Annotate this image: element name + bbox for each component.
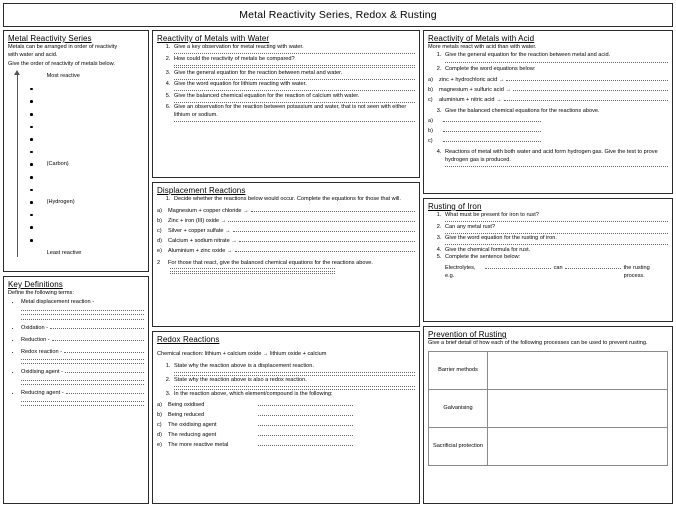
item-label: b) bbox=[428, 128, 433, 135]
panel-metal-reactivity-series bbox=[3, 30, 149, 272]
question-item bbox=[172, 196, 415, 204]
answer-line[interactable] bbox=[258, 439, 353, 446]
item-text: aluminium + nitric acid → bbox=[439, 96, 502, 103]
bullet-icon bbox=[30, 113, 33, 116]
reactivity-series-intro-line-1: Metals can be arranged in order of reactivity bbox=[8, 44, 118, 50]
item-text: magnesium + sulfuric acid → bbox=[439, 86, 511, 93]
answer-line[interactable] bbox=[174, 53, 415, 54]
redox-chemical-equation: Chemical reaction: lithium + calcium oxide → lithium oxide + calcium bbox=[157, 351, 327, 357]
question-text: State why the reaction above is also a redox reaction. bbox=[174, 377, 307, 384]
definition-term-row bbox=[21, 334, 144, 344]
item-label: a) bbox=[428, 76, 433, 83]
definition-item-reducing-agent bbox=[21, 387, 144, 406]
acid-intro: More metals react with acid than with water. bbox=[428, 44, 537, 50]
answer-line[interactable] bbox=[445, 233, 668, 234]
bullet-icon bbox=[30, 214, 33, 217]
equation-row bbox=[157, 205, 415, 215]
series-slot-label: (Hydrogen) bbox=[46, 199, 75, 206]
question-text: Complete the word equations below: bbox=[445, 66, 536, 72]
series-slot[interactable] bbox=[30, 133, 144, 146]
item-label: e) bbox=[157, 441, 162, 448]
series-slot[interactable] bbox=[30, 171, 144, 184]
panel-reactivity-with-water bbox=[152, 30, 420, 178]
answer-line[interactable] bbox=[21, 359, 144, 360]
balanced-equation-row bbox=[428, 115, 668, 125]
answer-line[interactable] bbox=[170, 268, 335, 269]
right-column bbox=[423, 30, 673, 504]
question-text: Give the balanced chemical equations for the reactions above. bbox=[445, 107, 600, 114]
table-row bbox=[429, 352, 668, 390]
table-cell-label: Barrier methods bbox=[429, 352, 488, 390]
definition-term-label: • Reducing agent - bbox=[21, 390, 64, 397]
answer-line[interactable] bbox=[504, 94, 668, 101]
equation-row bbox=[157, 235, 415, 245]
series-top-label-row bbox=[30, 70, 144, 83]
definition-term-row bbox=[21, 322, 144, 332]
question-text: What must be present for iron to rust? bbox=[445, 212, 539, 218]
definition-term-label: • Metal displacement reaction - bbox=[21, 299, 95, 306]
table-cell-label: Galvanising bbox=[429, 390, 488, 428]
displacement-question-list bbox=[157, 196, 415, 204]
bullet-icon bbox=[30, 138, 33, 141]
acid-question-list-2 bbox=[428, 66, 668, 74]
table-cell-answer[interactable] bbox=[488, 352, 668, 390]
displacement-equation-items bbox=[157, 205, 415, 255]
bullet-icon bbox=[30, 201, 33, 204]
section-heading-rusting: Rusting of Iron bbox=[428, 202, 482, 211]
item-label: b) bbox=[157, 411, 162, 418]
definition-item-oxidising-agent bbox=[21, 366, 144, 385]
section-heading-displacement: Displacement Reactions bbox=[157, 186, 246, 195]
table-cell-answer[interactable] bbox=[488, 390, 668, 428]
definition-term-row bbox=[21, 346, 144, 356]
answer-line[interactable] bbox=[174, 386, 415, 387]
question-item bbox=[443, 235, 668, 245]
definition-item-oxidation bbox=[21, 322, 144, 332]
section-heading-prevention: Prevention of Rusting bbox=[428, 330, 507, 339]
question-text: Give the general equation for the reaction between metal and water. bbox=[174, 69, 343, 76]
equation-row bbox=[157, 245, 415, 255]
answer-line[interactable] bbox=[174, 375, 415, 376]
acid-question-list-4 bbox=[428, 149, 668, 167]
question-item bbox=[172, 44, 415, 54]
definition-item-redox-reaction bbox=[21, 346, 144, 365]
series-slot[interactable] bbox=[30, 234, 144, 247]
acid-word-equation-items bbox=[428, 74, 668, 104]
series-slot[interactable] bbox=[30, 209, 144, 222]
key-definitions-intro: Define the following terms: bbox=[8, 290, 74, 296]
answer-line[interactable] bbox=[174, 79, 415, 80]
reactivity-series-intro-line-2: with water and acid. bbox=[8, 52, 58, 59]
question-text: Give the word equation for lithium reacting with water. bbox=[174, 81, 307, 88]
question-item bbox=[443, 52, 668, 62]
answer-line[interactable] bbox=[443, 125, 541, 132]
question-item bbox=[443, 247, 668, 255]
question-text: Give the balanced chemical equation for the reaction of calcium with water. bbox=[174, 92, 360, 99]
item-text: Calcium + sodium nitrate → bbox=[168, 237, 237, 244]
bullet-icon bbox=[30, 176, 33, 179]
table-cell-label: Sacrificial protection bbox=[429, 428, 488, 466]
sentence-part-2: can bbox=[553, 264, 563, 271]
question-item bbox=[443, 212, 668, 222]
answer-line[interactable] bbox=[174, 65, 415, 66]
series-top-label: Most reactive bbox=[46, 73, 80, 80]
redox-answer-items bbox=[157, 399, 415, 449]
item-text: The more reactive metal bbox=[168, 441, 229, 448]
question-item bbox=[443, 66, 668, 74]
definition-term-row bbox=[21, 298, 144, 306]
definition-term-label: • Reduction - bbox=[21, 336, 50, 343]
table-cell-answer[interactable] bbox=[488, 428, 668, 466]
question-item bbox=[172, 363, 415, 376]
question-item bbox=[443, 108, 668, 116]
bullet-icon bbox=[30, 151, 33, 154]
displacement-answer-area bbox=[157, 268, 415, 274]
definition-item-reduction bbox=[21, 334, 144, 344]
answer-line[interactable] bbox=[174, 389, 415, 390]
answer-line[interactable] bbox=[445, 166, 668, 167]
item-text: zinc + hydrochloric acid → bbox=[439, 76, 505, 83]
prevention-intro: Give a brief detail of how each of the following processes can be used to prevent rusting. bbox=[428, 340, 648, 346]
section-heading-key-definitions: Key Definitions bbox=[8, 280, 63, 289]
definition-item-metal-displacement bbox=[21, 298, 144, 319]
section-heading-acid: Reactivity of Metals with Acid bbox=[428, 34, 535, 43]
item-text: The oxidising agent bbox=[168, 421, 217, 428]
series-slot[interactable] bbox=[30, 146, 144, 159]
equation-row bbox=[157, 215, 415, 225]
item-label: b) bbox=[157, 217, 162, 224]
panel-prevention-of-rusting bbox=[423, 326, 673, 504]
table-row bbox=[429, 428, 668, 466]
definition-term-label: • Oxidation - bbox=[21, 324, 49, 331]
question-item bbox=[443, 224, 668, 234]
panel-key-definitions bbox=[3, 276, 149, 504]
answer-line[interactable] bbox=[21, 380, 144, 381]
panel-displacement-reactions bbox=[152, 182, 420, 327]
series-slot[interactable] bbox=[30, 83, 144, 96]
item-text: Silver + copper sulfate → bbox=[168, 227, 231, 234]
definition-term-row bbox=[21, 366, 144, 376]
answer-line[interactable] bbox=[485, 262, 551, 269]
answer-line[interactable] bbox=[174, 67, 415, 68]
answer-line[interactable] bbox=[445, 62, 668, 63]
question-item bbox=[172, 93, 415, 103]
redox-item-row bbox=[157, 399, 415, 409]
prevention-methods-table bbox=[428, 351, 668, 466]
item-label: a) bbox=[157, 401, 162, 408]
reactivity-series-diagram bbox=[8, 70, 144, 262]
bullet-icon bbox=[30, 88, 33, 91]
answer-line[interactable] bbox=[258, 429, 353, 436]
answer-line[interactable] bbox=[21, 401, 144, 402]
item-label: a) bbox=[157, 207, 162, 214]
series-slot[interactable] bbox=[30, 184, 144, 197]
panel-rusting-of-iron bbox=[423, 198, 673, 322]
sentence-part-3: the rusting process. bbox=[623, 264, 650, 279]
question-item bbox=[443, 254, 668, 280]
answer-line[interactable] bbox=[258, 409, 353, 416]
acid-question-list-1 bbox=[428, 52, 668, 62]
redox-question-list bbox=[157, 363, 415, 399]
item-text: Being reduced bbox=[168, 411, 205, 418]
item-label: c) bbox=[157, 421, 162, 428]
equation-row bbox=[157, 225, 415, 235]
answer-line[interactable] bbox=[443, 135, 541, 142]
answer-line[interactable] bbox=[21, 405, 144, 406]
question-text: Reactions of metal with both water and acid form hydrogen gas. Give the test to prove hydrogen gas is produced. bbox=[445, 149, 658, 163]
left-column bbox=[3, 30, 149, 504]
question-text: In the reaction above, which element/compound is the following: bbox=[174, 391, 333, 398]
question-text: Decide whether the reactions below would occur. Complete the equations for those that will. bbox=[174, 196, 401, 202]
answer-line[interactable] bbox=[50, 322, 144, 329]
answer-line[interactable] bbox=[251, 205, 415, 212]
worksheet-columns bbox=[3, 30, 673, 504]
item-label: c) bbox=[428, 96, 433, 103]
redox-item-row bbox=[157, 439, 415, 449]
redox-item-row bbox=[157, 409, 415, 419]
acid-question-list-3 bbox=[428, 108, 668, 116]
worksheet-title-bar bbox=[3, 3, 673, 27]
question-text: Complete the sentence below: bbox=[445, 254, 521, 261]
item-text: Zinc + iron (III) oxide → bbox=[168, 217, 227, 224]
item-label: d) bbox=[157, 431, 162, 438]
series-slot-carbon[interactable] bbox=[30, 158, 144, 171]
answer-line[interactable] bbox=[513, 84, 668, 91]
answer-line[interactable] bbox=[235, 245, 415, 252]
question-item bbox=[172, 81, 415, 91]
reactivity-series-intro-line-3: Give the order of reactivity of metals below. bbox=[8, 60, 115, 67]
answer-line[interactable] bbox=[174, 90, 415, 91]
item-text: Magnesium + copper chloride → bbox=[168, 207, 249, 214]
fill-in-sentence-row bbox=[445, 262, 668, 280]
answer-line[interactable] bbox=[506, 74, 668, 81]
section-heading-reactivity-series: Metal Reactivity Series bbox=[8, 34, 92, 43]
item-label: c) bbox=[428, 138, 433, 145]
question-text: State why the reaction above is a displacement reaction. bbox=[174, 363, 314, 369]
item-text: The reducing agent bbox=[168, 431, 217, 438]
answer-line[interactable] bbox=[233, 225, 415, 232]
answer-line[interactable] bbox=[565, 262, 621, 269]
redox-item-row bbox=[157, 429, 415, 439]
answer-line[interactable] bbox=[228, 215, 415, 222]
answer-line[interactable] bbox=[443, 115, 541, 122]
table-row bbox=[429, 390, 668, 428]
water-question-list bbox=[157, 44, 415, 122]
answer-line[interactable] bbox=[258, 419, 353, 426]
definition-term-row bbox=[21, 387, 144, 397]
middle-column bbox=[152, 30, 420, 504]
item-label: b) bbox=[428, 86, 433, 93]
question-item bbox=[172, 391, 415, 399]
answer-line[interactable] bbox=[170, 271, 335, 272]
item-label: 2 bbox=[157, 259, 161, 266]
reactivity-series-slot-list bbox=[30, 70, 144, 259]
answer-line[interactable] bbox=[174, 102, 415, 103]
series-slot[interactable] bbox=[30, 108, 144, 121]
panel-reactivity-with-acid bbox=[423, 30, 673, 194]
sentence-part-1: Electrolytes, e.g. bbox=[445, 264, 476, 279]
series-bottom-label-row bbox=[30, 247, 144, 260]
answer-line[interactable] bbox=[66, 387, 144, 394]
redox-item-row bbox=[157, 419, 415, 429]
series-slot[interactable] bbox=[30, 95, 144, 108]
section-heading-water: Reactivity of Metals with Water bbox=[157, 34, 270, 43]
question-text: Give a key observation for metal reacting with water. bbox=[174, 44, 304, 50]
question-item bbox=[172, 56, 415, 69]
answer-line[interactable] bbox=[21, 314, 144, 315]
bullet-icon bbox=[30, 163, 33, 166]
item-text: Being oxidised bbox=[168, 401, 205, 408]
word-equation-row bbox=[428, 74, 668, 84]
page-title: Metal Reactivity Series, Redox & Rusting bbox=[239, 9, 437, 21]
definition-term-label: • Oxidising agent - bbox=[21, 369, 63, 376]
arrow-shaft bbox=[17, 74, 18, 257]
question-text: Give an observation for the reaction between potassium and water, that is not seen with either lithium or sodium. bbox=[174, 104, 407, 119]
series-slot-label: (Carbon) bbox=[46, 161, 69, 168]
series-slot[interactable] bbox=[30, 121, 144, 134]
word-equation-row bbox=[428, 94, 668, 104]
answer-line[interactable] bbox=[52, 334, 144, 341]
section-heading-redox: Redox Reactions bbox=[157, 335, 220, 344]
question-text: For those that react, give the balanced chemical equations for the reactions above. bbox=[168, 259, 373, 266]
question-text: Give the general equation for the reaction between metal and acid. bbox=[445, 52, 611, 59]
answer-line[interactable] bbox=[170, 273, 335, 274]
item-label: e) bbox=[157, 247, 162, 254]
question-item bbox=[172, 377, 415, 390]
question-text: Give the word equation for the rusting of iron. bbox=[445, 235, 557, 242]
series-slot[interactable] bbox=[30, 221, 144, 234]
bullet-icon bbox=[30, 189, 33, 192]
bullet-icon bbox=[30, 239, 33, 242]
answer-line[interactable] bbox=[258, 399, 353, 406]
answer-line[interactable] bbox=[64, 346, 144, 353]
answer-line[interactable] bbox=[65, 366, 144, 373]
word-equation-row bbox=[428, 84, 668, 94]
balanced-equation-row bbox=[428, 135, 668, 145]
question-item bbox=[172, 104, 415, 122]
balanced-equation-row bbox=[428, 125, 668, 135]
item-label: a) bbox=[428, 118, 433, 125]
item-label: c) bbox=[157, 227, 162, 234]
question-item bbox=[443, 149, 668, 167]
series-bottom-label: Least reactive bbox=[46, 249, 82, 256]
question-item bbox=[172, 70, 415, 80]
question-text: How could the reactivity of metals be compared? bbox=[174, 55, 295, 62]
displacement-question-2 bbox=[157, 259, 415, 267]
answer-line[interactable] bbox=[174, 372, 415, 373]
panel-redox-reactions bbox=[152, 331, 420, 504]
bullet-icon bbox=[30, 126, 33, 129]
acid-balanced-equation-items bbox=[428, 115, 668, 145]
item-text: Aluminium + zinc oxide → bbox=[168, 247, 233, 254]
bullet-icon bbox=[30, 226, 33, 229]
bullet-icon bbox=[30, 100, 33, 103]
answer-line[interactable] bbox=[239, 235, 415, 242]
rusting-question-list bbox=[428, 212, 668, 280]
definition-term-label: • Redox reaction - bbox=[21, 348, 63, 355]
answer-line[interactable] bbox=[21, 310, 144, 311]
item-label: d) bbox=[157, 237, 162, 244]
answer-line[interactable] bbox=[174, 121, 415, 122]
question-text: Can any metal rust? bbox=[445, 223, 496, 230]
series-slot-hydrogen[interactable] bbox=[30, 196, 144, 209]
answer-line[interactable] bbox=[445, 221, 668, 222]
question-row bbox=[445, 247, 668, 255]
question-text: 4. Give the chemical formula for rust. bbox=[445, 246, 531, 253]
key-definitions-list bbox=[8, 298, 144, 406]
answer-line[interactable] bbox=[445, 244, 668, 245]
